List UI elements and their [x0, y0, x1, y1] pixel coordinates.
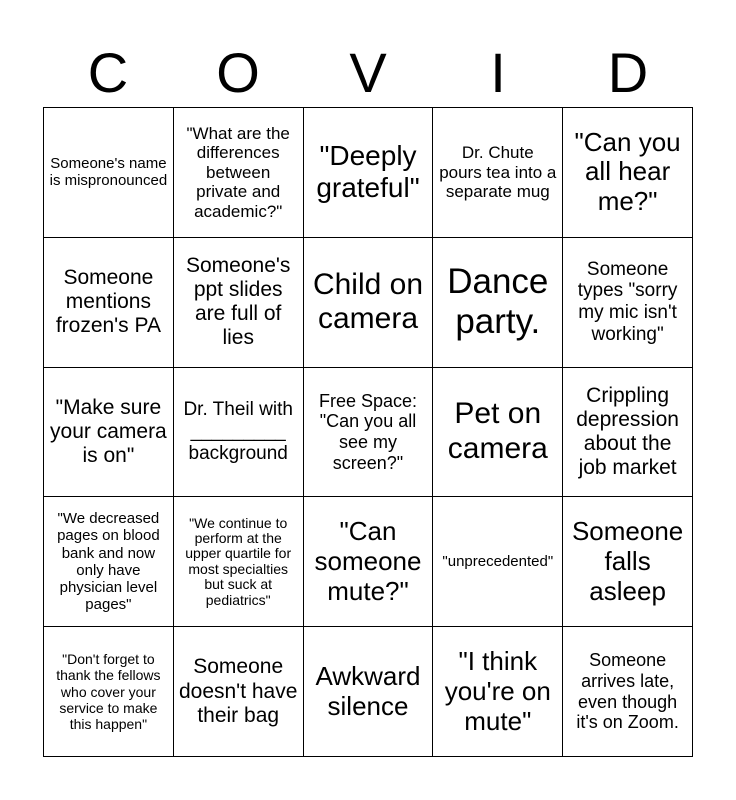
- bingo-cell[interactable]: Awkward silence: [304, 627, 434, 757]
- bingo-cell[interactable]: "I think you're on mute": [433, 627, 563, 757]
- bingo-cell[interactable]: Someone types "sorry my mic isn't working": [563, 238, 693, 368]
- bingo-cell[interactable]: Dance party.: [433, 238, 563, 368]
- header-letter-c: C: [87, 41, 129, 104]
- header-letter-d: D: [607, 41, 649, 104]
- bingo-cell[interactable]: Child on camera: [304, 238, 434, 368]
- bingo-cell[interactable]: "unprecedented": [433, 497, 563, 627]
- bingo-header: [43, 40, 693, 106]
- bingo-cell[interactable]: "Can someone mute?": [304, 497, 434, 627]
- bingo-cell[interactable]: "Make sure your camera is on": [44, 368, 174, 498]
- bingo-cell[interactable]: Someone doesn't have their bag: [174, 627, 304, 757]
- header-letter-i: I: [490, 41, 506, 104]
- bingo-cell[interactable]: Pet on camera: [433, 368, 563, 498]
- bingo-cell[interactable]: "Can you all hear me?": [563, 108, 693, 238]
- bingo-cell[interactable]: Someone mentions frozen's PA: [44, 238, 174, 368]
- bingo-board: [43, 107, 693, 757]
- bingo-cell[interactable]: "What are the differences between private and academic?": [174, 108, 304, 238]
- bingo-cell[interactable]: "We decreased pages on blood bank and now only have physician level pages": [44, 497, 174, 627]
- bingo-cell[interactable]: Someone's name is mispronounced: [44, 108, 174, 238]
- header-letter-o: O: [216, 41, 260, 104]
- bingo-cell[interactable]: Crippling depression about the job market: [563, 368, 693, 498]
- bingo-cell[interactable]: "We continue to perform at the upper quartile for most specialties but suck at pediatrics": [174, 497, 304, 627]
- bingo-cell[interactable]: Someone arrives late, even though it's on Zoom.: [563, 627, 693, 757]
- bingo-cell[interactable]: Dr. Theil with _________ background: [174, 368, 304, 498]
- bingo-cell[interactable]: Dr. Chute pours tea into a separate mug: [433, 108, 563, 238]
- header-letter-v: V: [349, 41, 387, 104]
- bingo-cell[interactable]: "Deeply grateful": [304, 108, 434, 238]
- bingo-cell[interactable]: "Don't forget to thank the fellows who cover your service to make this happen": [44, 627, 174, 757]
- bingo-cell[interactable]: Someone's ppt slides are full of lies: [174, 238, 304, 368]
- bingo-cell[interactable]: Someone falls asleep: [563, 497, 693, 627]
- free-space-cell[interactable]: Free Space: "Can you all see my screen?": [304, 368, 434, 498]
